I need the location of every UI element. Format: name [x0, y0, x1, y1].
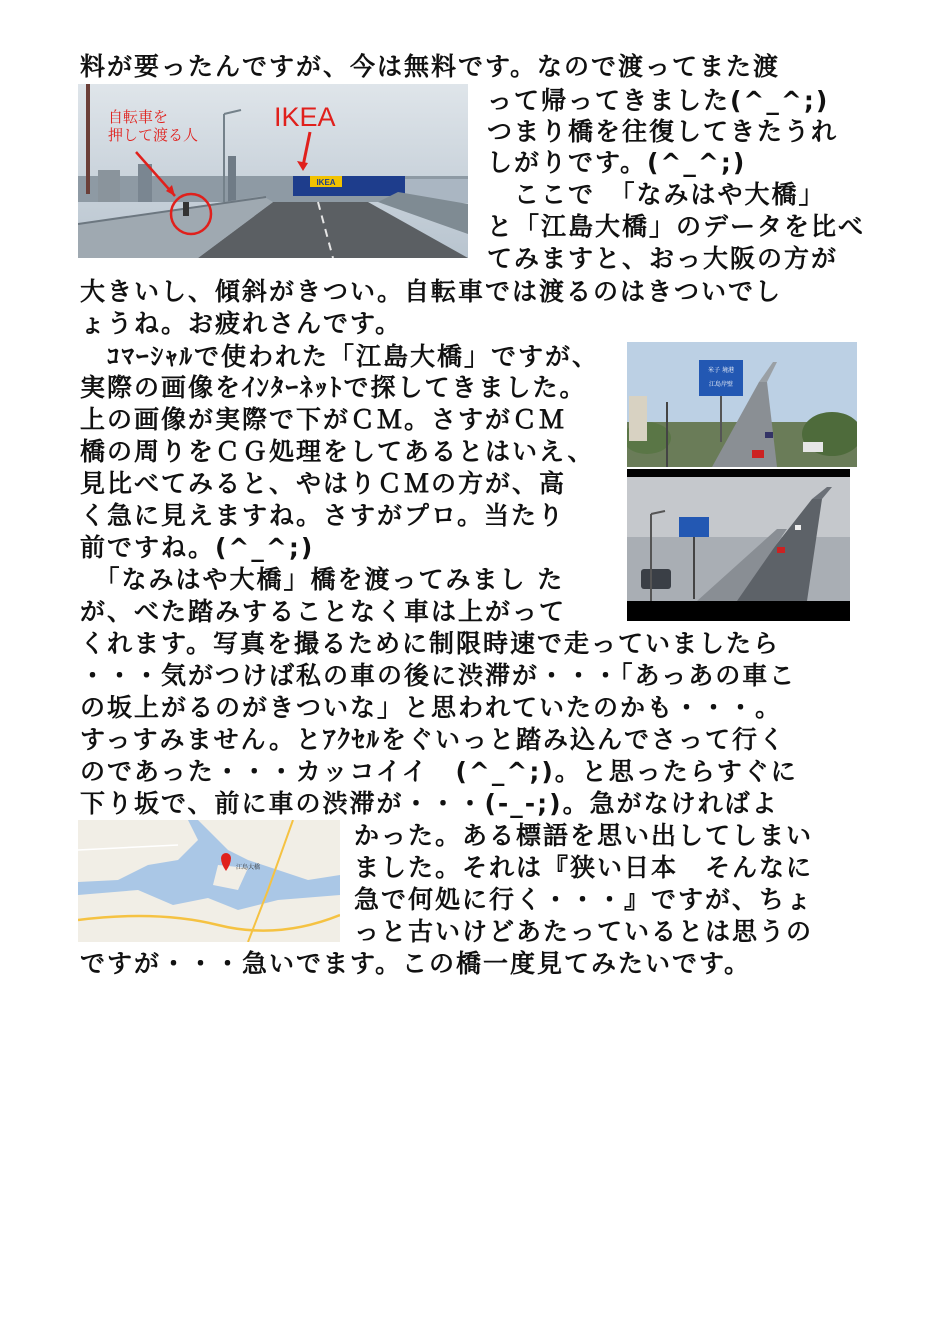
text-line: すっすみません。とｱｸｾﾙをぐいっと踏み込んでさって行く	[80, 725, 787, 754]
text-line: って帰ってきました(^_^;)	[487, 86, 830, 115]
text-line: てみますと、おっ大阪の方が	[487, 244, 839, 273]
eshima-cm-photo	[627, 469, 850, 621]
bridge-photo	[78, 84, 468, 258]
cyclist-annotation-line-2: 押して渡る人	[108, 126, 199, 144]
map-pin-label: 江島大橋	[236, 864, 261, 871]
text-line: の坂上がるのがきついな」と思われていたのかも・・・。	[80, 693, 783, 722]
text-line: 「なみはや大橋」橋を渡ってみまし た	[80, 565, 565, 594]
text-line: 前ですね。(^_^;)	[80, 533, 315, 562]
text-line: つまり橋を往復してきたうれ	[487, 117, 839, 146]
text-line: しがりです。(^_^;)	[487, 148, 747, 177]
sign-text-mid: 江島岸壁	[708, 381, 734, 388]
text-line: 料が要ったんですが、今は無料です。なので渡ってまた渡	[80, 52, 781, 81]
text-line: ですが・・・急いでます。この橋一度見てみたいです。	[80, 949, 752, 978]
text-line: 下り坂で、前に車の渋滞が・・・(-_-;)。急がなければよ	[80, 789, 779, 818]
text-line: 上の画像が実際で下がＣＭ。さすがＣＭ	[80, 405, 567, 434]
text-line: 見比べてみると、やはりＣＭの方が、高	[80, 469, 567, 498]
cyclist-annotation-line-1: 自転車を	[108, 108, 169, 126]
text-line: ・・・気がつけば私の車の後に渋滞が・・・「あっあの車こ	[80, 661, 797, 690]
text-line: 実際の画像をｲﾝﾀｰﾈｯﾄで探してきました。	[80, 373, 587, 402]
text-line: ょうね。お疲れさんです。	[80, 309, 403, 338]
map-image	[78, 820, 340, 942]
text-line: のであった・・・カッコイイ (^_^;)。と思ったらすぐに	[80, 757, 798, 786]
ikea-sign: IKEA	[316, 178, 336, 187]
eshima-real-photo	[627, 342, 857, 467]
sign-text-top: 米子 境港	[708, 367, 734, 374]
text-line: 橋の周りをＣＧ処理をしてあるとはいえ、	[80, 437, 595, 466]
text-line: ｺﾏｰｼｬﾙで使われた「江島大橋」ですが、	[80, 342, 600, 371]
text-line: 大きいし、傾斜がきつい。自転車では渡るのはきついでし	[80, 277, 783, 306]
text-line: ここで 「なみはや大橋」	[487, 180, 826, 209]
text-line: と「江島大橋」のデータを比べ	[487, 212, 866, 241]
text-line: く急に見えますね。さすがプロ。当たり	[80, 501, 566, 530]
ikea-annotation-label: IKEA	[274, 102, 336, 132]
text-line: かった。ある標語を思い出してしまい	[354, 821, 814, 850]
text-line: ました。それは『狭い日本 そんなに	[354, 853, 814, 882]
text-line: くれます。写真を撮るために制限時速で走っていましたら	[80, 629, 781, 658]
text-line: 急で何処に行く・・・』ですが、ちょ	[354, 885, 814, 914]
text-line: っと古いけどあたっているとは思うの	[354, 917, 814, 946]
text-line: が、べた踏みすることなく車は上がって	[80, 597, 567, 626]
cyclist-annotation-label	[108, 108, 198, 144]
